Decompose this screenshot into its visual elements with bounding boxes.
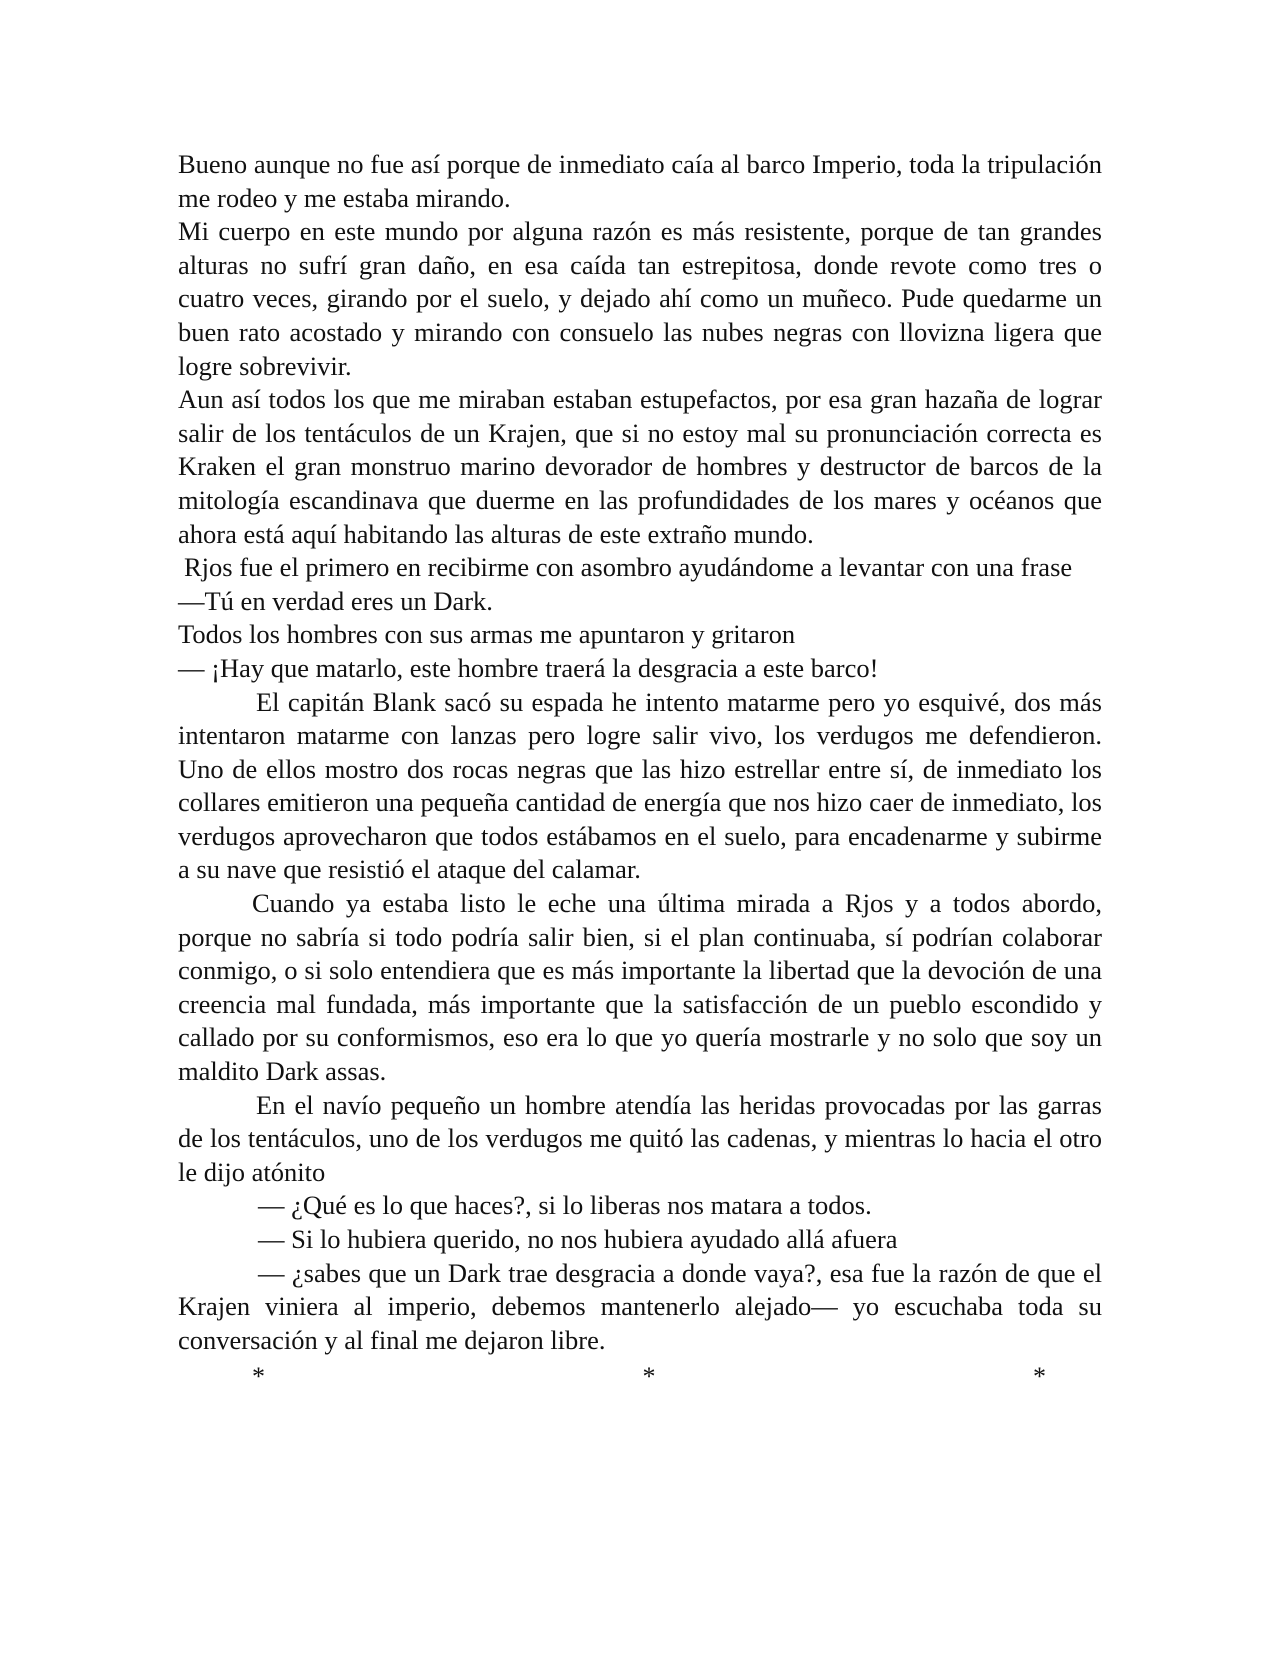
- dialogue-line: — ¿Qué es lo que haces?, si lo liberas nos matara a todos.: [258, 1190, 872, 1221]
- paragraph: Todos los hombres con sus armas me apuntaron y gritaron: [178, 619, 796, 650]
- dialogue-line: — ¡Hay que matarlo, este hombre traerá la desgracia a este barco!: [178, 652, 879, 683]
- separator-asterisk: *: [1033, 1362, 1046, 1392]
- separator-asterisk: *: [252, 1362, 265, 1392]
- paragraph: El capitán Blank sacó su espada he intento matarme pero yo esquivé, dos más intentaron matarme con lanzas pero logre salir vivo, los verdugos me defendieron. Uno de ellos mostro dos rocas negras que las hizo estrellar entre sí, de inmediato los collares emitieron una pequeña cantidad de energía que nos hizo caer de inmediato, los verdugos aprovecharon que todos estábamos en el suelo, para encadenarme y subirme a su nave que resistió el ataque del calamar.: [178, 686, 1102, 885]
- document-body: [178, 148, 1102, 1391]
- paragraph: Bueno aunque no fue así porque de inmediato caía al barco Imperio, toda la tripulación me rodeo y me estaba mirando.: [178, 149, 1102, 213]
- paragraph: Cuando ya estaba listo le eche una última mirada a Rjos y a todos abordo, porque no sabría si todo podría salir bien, si el plan continuaba, sí podrían colaborar conmigo, o si solo entendiera que es más importante la libertad que la devoción de una creencia mal fundada, más importante que la satisfacción de un pueblo escondido y callado por su conformismos, eso era lo que yo quería mostrarle y no solo que soy un maldito Dark assas.: [178, 888, 1102, 1087]
- paragraph: Mi cuerpo en este mundo por alguna razón es más resistente, porque de tan grandes alturas no sufrí gran daño, en esa caída tan estrepitosa, donde revote como tres o cuatro veces, girando por el suelo, y dejado ahí como un muñeco. Pude quedarme un buen rato acostado y mirando con consuelo las nubes negras con llovizna ligera que logre sobrevivir.: [178, 216, 1102, 381]
- paragraph: En el navío pequeño un hombre atendía las heridas provocadas por las garras de los tentáculos, uno de los verdugos me quitó las cadenas, y mientras lo hacia el otro le dijo atónito: [178, 1089, 1102, 1187]
- dialogue-line: —Tú en verdad eres un Dark.: [178, 585, 493, 616]
- dialogue-line: — Si lo hubiera querido, no nos hubiera ayudado allá afuera: [258, 1224, 898, 1254]
- section-separator: [178, 1357, 1102, 1391]
- paragraph: Rjos fue el primero en recibirme con asombro ayudándome a levantar con una frase: [184, 552, 1073, 583]
- paragraph: Aun así todos los que me miraban estaban estupefactos, por esa gran hazaña de lograr salir de los tentáculos de un Krajen, que si no estoy mal su pronunciación correcta es Kraken el gran monstruo marino devorador de hombres y destructor de barcos de la mitología escandinava que duerme en las profundidades de los mares y océanos que ahora está aquí habitando las alturas de este extraño mundo.: [178, 384, 1102, 549]
- separator-asterisk: *: [642, 1362, 656, 1392]
- dialogue-line: — ¿sabes que un Dark trae desgracia a donde vaya?, esa fue la razón de que el Krajen viniera al imperio, debemos mantenerlo alejado— yo escuchaba toda su conversación y al final me dejaron libre.: [178, 1257, 1102, 1355]
